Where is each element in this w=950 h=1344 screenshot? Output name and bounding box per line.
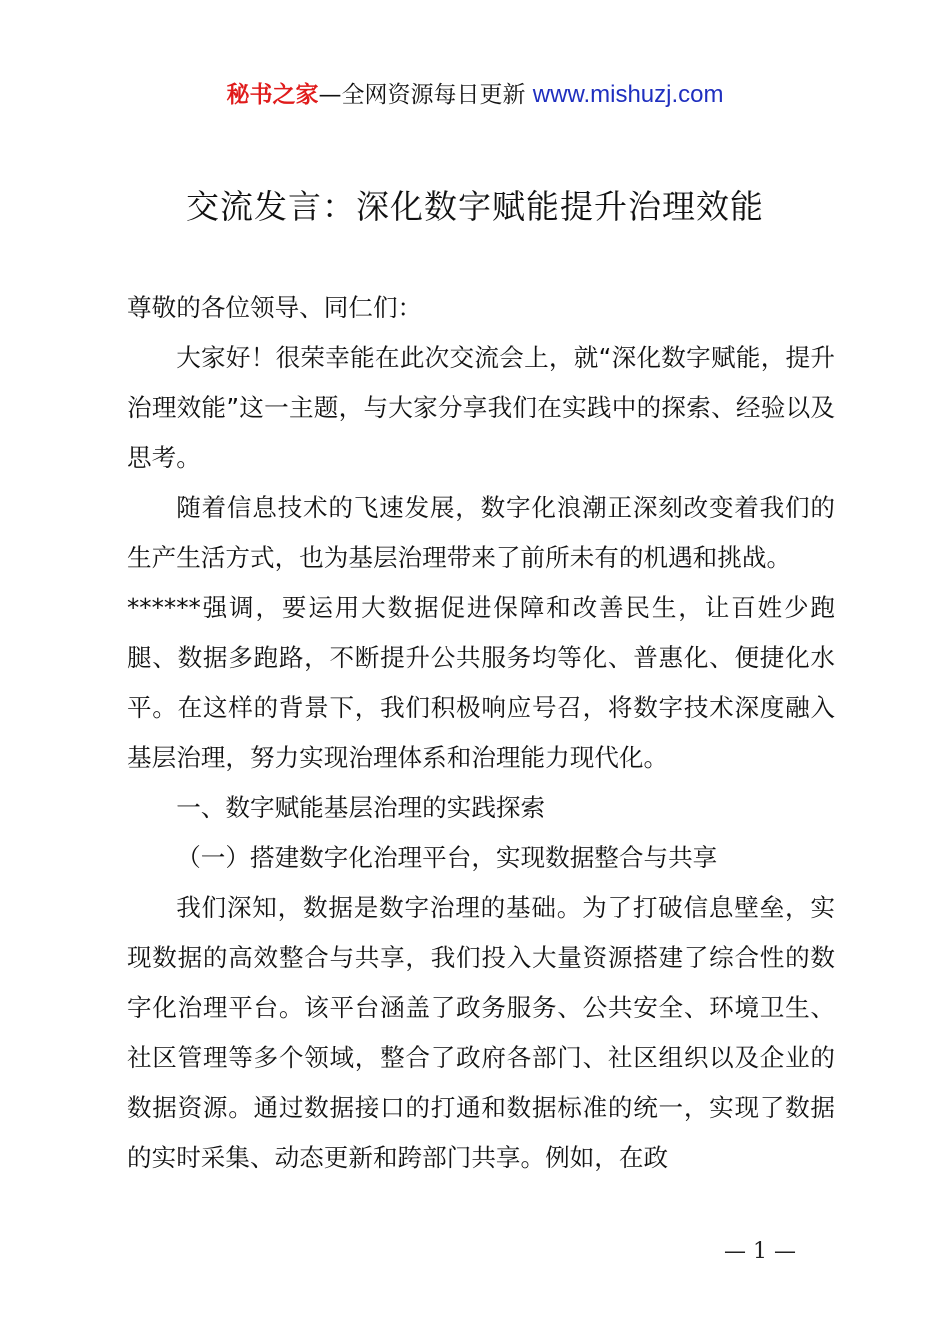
banner-slogan: —全网资源每日更新 [318,82,526,108]
site-banner [0,78,950,112]
document-title: 交流发言：深化数字赋能提升治理效能 [186,187,764,226]
paragraph-emphasis: ******强调，要运用大数据促进保障和改善民生，让百姓少跑腿、数据多跑路，不断提升公共服务均等化、普惠化、便捷化水平。在这样的背景下，我们积极响应号召，将数字技术深度融入基层治理，努力实现治理体系和治理能力现代化。 [127,593,835,772]
page-number: — 1 — [724,1239,796,1264]
paragraph-platform: 我们深知，数据是数字治理的基础。为了打破信息壁垒，实现数据的高效整合与共享，我们投入大量资源搭建了综合性的数字化治理平台。该平台涵盖了政务服务、公共安全、环境卫生、社区管理等多个领域，整合了政府各部门、社区组织以及企业的数据资源。通过数据接口的打通和数据标准的统一，实现了数据的实时采集、动态更新和跨部门共享。例如，在政 [127,893,835,1172]
subsection-heading: （一）搭建数字化治理平台，实现数据整合与共享 [176,843,718,872]
section-heading: 一、数字赋能基层治理的实践探索 [176,793,546,822]
salutation: 尊敬的各位领导、同仁们： [127,293,423,322]
site-url-link[interactable]: www.mishuzj.com [532,81,724,108]
brand-name: 秘书之家 [226,82,319,108]
document-body [127,283,835,1183]
paragraph-greeting: 大家好！很荣幸能在此次交流会上，就“深化数字赋能，提升治理效能”这一主题，与大家分享我们在实践中的探索、经验以及思考。 [127,343,835,472]
paragraph-background: 随着信息技术的飞速发展，数字化浪潮正深刻改变着我们的生产生活方式，也为基层治理带来了前所未有的机遇和挑战。 [127,493,835,572]
